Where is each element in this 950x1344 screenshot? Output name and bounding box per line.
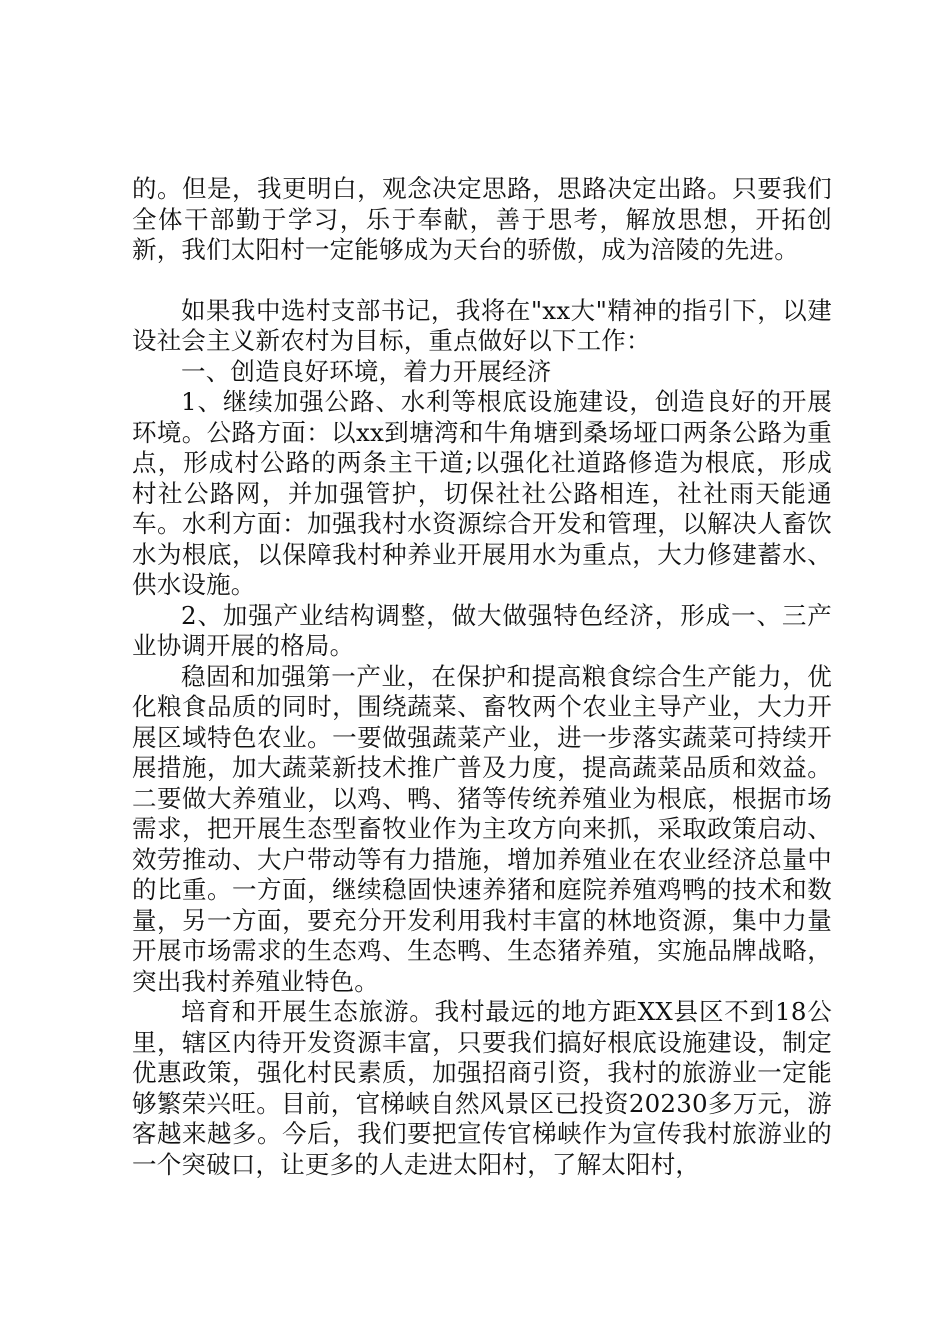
section-heading: 一、创造良好环境，着力开展经济 <box>181 356 552 386</box>
document-body <box>132 174 832 1180</box>
paragraph-continuation: 的。但是，我更明白，观念决定思路，思路决定出路。只要我们全体干部勤于学习，乐于奉献，善于思考，解放思想，开拓创新，我们太阳村一定能够成为天台的骄傲，成为涪陵的先进。 <box>132 174 832 264</box>
paragraph-gap <box>132 266 832 296</box>
paragraph-industry: 2、加强产业结构调整，做大做强特色经济，形成一、三产业协调开展的格局。 <box>132 600 832 660</box>
paragraph-intro: 如果我中选村支部书记，我将在"xx大"精神的指引下，以建设社会主义新农村为目标，重点做好以下工作： <box>132 295 832 355</box>
paragraph-agriculture: 稳固和加强第一产业，在保护和提高粮食综合生产能力，优化粮食品质的同时，围绕蔬菜、畜牧两个农业主导产业，大力开展区域特色农业。一要做强蔬菜产业，进一步落实蔬菜可持续开展措施，加大蔬菜新技术推广普及力度，提高蔬菜品质和效益。二要做大养殖业，以鸡、鸭、猪等传统养殖业为根底，根据市场需求，把开展生态型畜牧业作为主攻方向来抓，采取政策启动、效劳推动、大户带动等有力措施，增加养殖业在农业经济总量中的比重。一方面，继续稳固快速养猪和庭院养殖鸡鸭的技术和数量，另一方面，要充分开发利用我村丰富的林地资源，集中力量开展市场需求的生态鸡、生态鸭、生态猪养殖，实施品牌战略，突出我村养殖业特色。 <box>132 661 832 996</box>
paragraph-infrastructure: 1、继续加强公路、水利等根底设施建设，创造良好的开展环境。公路方面：以xx到塘湾和牛角塘到桑场垭口两条公路为重点，形成村公路的两条主干道;以强化社道路修造为根底，形成村社公路网，并加强管护，切保社社公路相连，社社雨天能通车。水利方面：加强我村水资源综合开发和管理，以解决人畜饮水为根底，以保障我村种养业开展用水为重点，大力修建蓄水、供水设施。 <box>132 387 832 599</box>
paragraph-tourism: 培育和开展生态旅游。我村最远的地方距XX县区不到18公里，辖区内待开发资源丰富，只要我们搞好根底设施建设，制定优惠政策，强化村民素质，加强招商引资，我村的旅游业一定能够繁荣兴旺。目前，官梯峡自然风景区已投资20230多万元，游客越来越多。今后，我们要把宣传官梯峡作为宣传我村旅游业的一个突破口，让更多的人走进太阳村，了解太阳村， <box>132 997 832 1179</box>
